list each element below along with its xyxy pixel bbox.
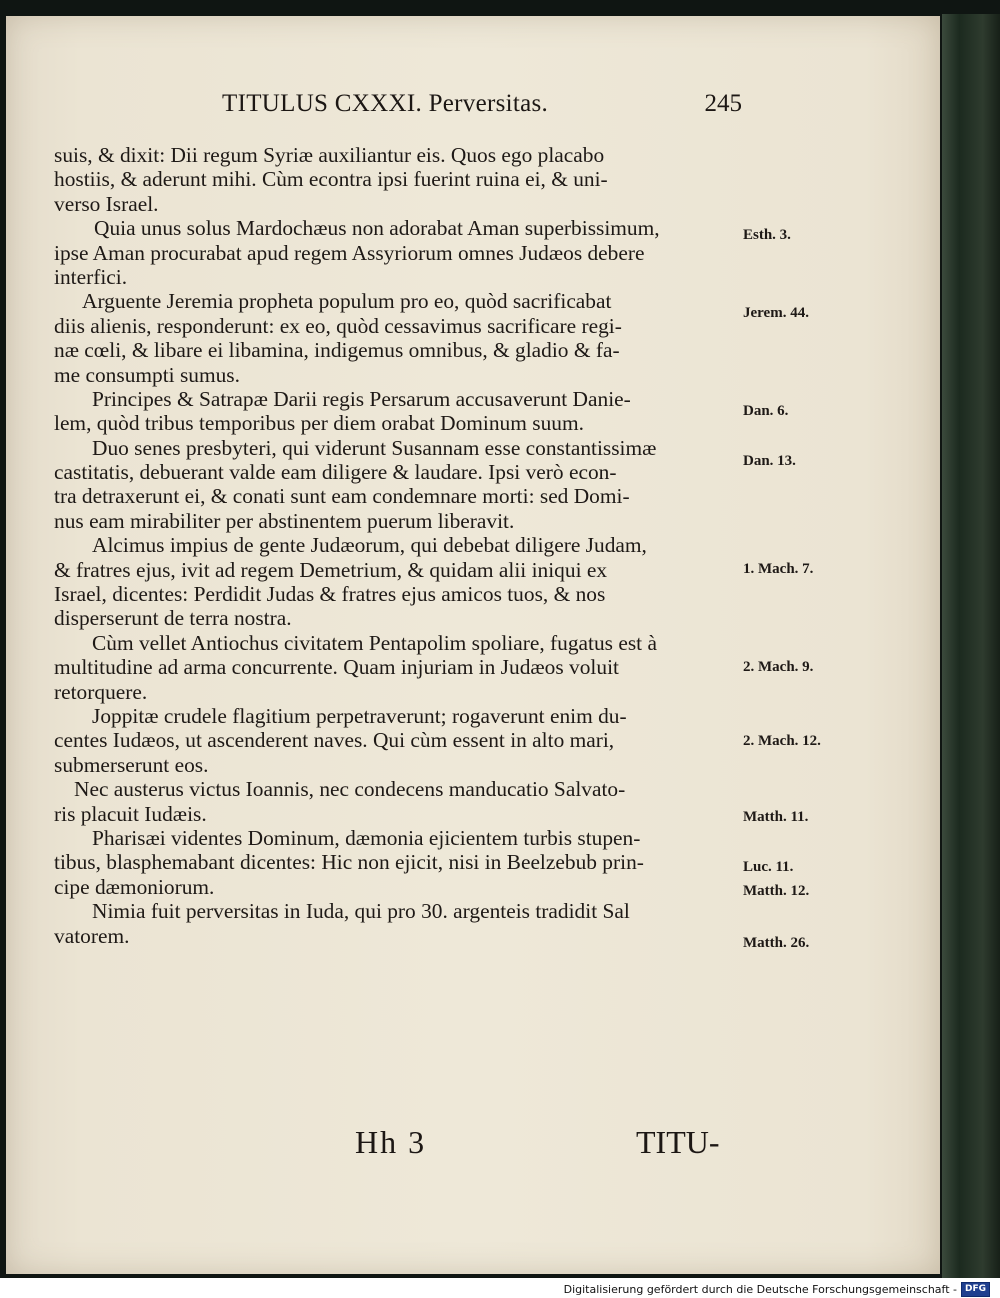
margin-note: Matth. 11.	[743, 809, 809, 825]
text-line: nus eam mirabiliter per abstinentem puerum liberavit.	[54, 508, 515, 533]
footer-text: Digitalisierung gefördert durch die Deutsche Forschungsgemeinschaft -	[563, 1282, 957, 1296]
text-line: hostiis, & aderunt mihi. Cùm econtra ipsi fuerint ruina ei, & uni-	[54, 167, 608, 192]
text-line: me consumpti sumus.	[54, 362, 240, 387]
page-number: 245	[704, 90, 742, 117]
text-line: Nimia fuit perversitas in Iuda, qui pro 30. argenteis tradidit Sal	[92, 899, 630, 924]
margin-note: Matth. 26.	[743, 935, 810, 951]
text-line: Principes & Satrapæ Darii regis Persarum accusaverunt Danie-	[92, 386, 631, 411]
text-line: centes Iudæos, ut ascenderent naves. Qui cùm essent in alto mari,	[54, 728, 615, 753]
text-line: Pharisæi videntes Dominum, dæmonia ejicientem turbis stupen-	[92, 825, 641, 850]
margin-note: Jerem. 44.	[743, 305, 809, 321]
running-title: TITULUS CXXXI. Perversitas.	[222, 90, 549, 117]
margin-note: 1. Mach. 7.	[743, 561, 814, 577]
text-line: & fratres ejus, ivit ad regem Demetrium, & quidam alii iniqui ex	[54, 557, 608, 582]
running-head	[222, 90, 742, 130]
digitization-footer	[564, 1281, 990, 1297]
margin-note: Dan. 13.	[743, 453, 796, 469]
text-line: retorquere.	[54, 679, 148, 704]
text-line: cipe dæmoniorum.	[54, 874, 215, 899]
margin-note: Matth. 12.	[743, 883, 810, 899]
dfg-logo-icon: DFG	[961, 1282, 990, 1297]
text-line: verso Israel.	[54, 191, 159, 216]
margin-note: 2. Mach. 12.	[743, 733, 821, 749]
signature-mark: Hh 3	[355, 1124, 427, 1160]
text-line: castitatis, debuerant valde eam diligere & laudare. Ipsi verò econ-	[54, 460, 617, 485]
catchword: TITU-	[636, 1124, 720, 1160]
text-line: Cùm vellet Antiochus civitatem Pentapolim spoliare, fugatus est à	[92, 630, 657, 655]
text-line: vatorem.	[54, 923, 130, 948]
text-line: tra detraxerunt ei, & conati sunt eam condemnare morti: sed Domi-	[54, 484, 630, 509]
text-line: disperserunt de terra nostra.	[54, 606, 292, 631]
text-line: næ cœli, & libare ei libamina, indigemus omnibus, & gladio & fa-	[54, 338, 620, 363]
text-line: Arguente Jeremia propheta populum pro eo, quòd sacrificabat	[82, 289, 612, 314]
text-line: tibus, blasphemabant dicentes: Hic non ejicit, nisi in Beelzebub prin-	[54, 850, 644, 875]
text-line: Israel, dicentes: Perdidit Judas & fratres ejus amicos tuos, & nos	[54, 582, 606, 607]
text-line: multitudine ad arma concurrente. Quam injuriam in Judæos voluit	[54, 655, 619, 680]
margin-note: Luc. 11.	[743, 859, 794, 875]
text-line: interfici.	[54, 264, 128, 289]
text-line: Nec austerus victus Ioannis, nec condecens manducatio Salvato-	[74, 777, 626, 802]
margin-note: Dan. 6.	[743, 403, 789, 419]
text-line: lem, quòd tribus temporibus per diem orabat Dominum suum.	[54, 411, 584, 436]
margin-note: 2. Mach. 9.	[743, 659, 814, 675]
text-line: Joppitæ crudele flagitium perpetraverunt; rogaverunt enim du-	[92, 703, 627, 728]
body-text	[54, 143, 740, 948]
book-edge	[942, 14, 1000, 1278]
text-line: Duo senes presbyteri, qui viderunt Susannam esse constantissimæ	[92, 435, 657, 460]
text-line: diis alienis, responderunt: ex eo, quòd cessavimus sacrificare regi-	[54, 313, 622, 338]
text-line: Quia unus solus Mardochæus non adorabat Aman superbissimum,	[94, 216, 660, 241]
text-line: ipse Aman procurabat apud regem Assyriorum omnes Judæos debere	[54, 240, 645, 265]
text-line: Alcimus impius de gente Judæorum, qui debebat diligere Judam,	[92, 533, 647, 558]
margin-note: Esth. 3.	[743, 227, 791, 243]
text-line: suis, & dixit: Dii regum Syriæ auxiliantur eis. Quos ego placabo	[54, 143, 605, 167]
text-line: submerserunt eos.	[54, 752, 209, 777]
text-line: ris placuit Iudæis.	[54, 801, 207, 826]
